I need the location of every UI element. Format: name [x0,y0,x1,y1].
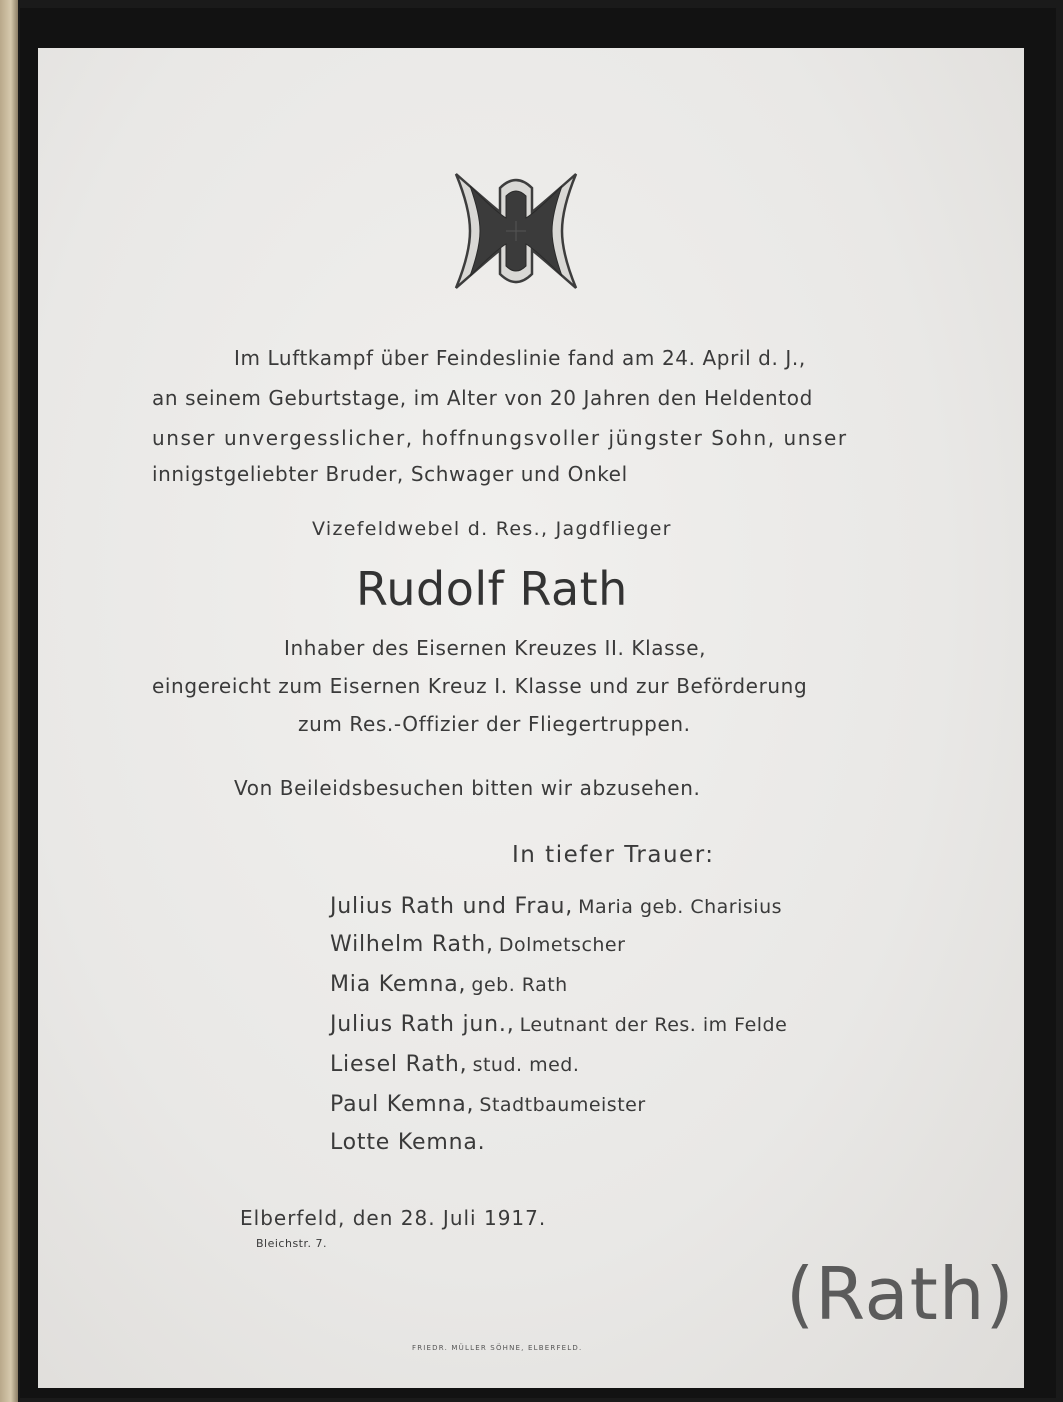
mourner-entry [330,1092,646,1117]
mourner-detail: stud. med. [472,1054,580,1076]
mourner-entry [330,932,625,957]
mourner-name: Wilhelm Rath, [330,932,494,957]
deceased-name: Rudolf Rath [356,562,628,616]
mourner-name: Paul Kemna, [330,1092,475,1117]
announcement-line-2: an seinem Geburtstage, im Alter von 20 Jahren den Heldentod [152,386,813,410]
printer-credit: FRIEDR. MÜLLER SÖHNE, ELBERFELD. [412,1344,583,1352]
honor-line-2: eingereicht zum Eisernen Kreuz I. Klasse und zur Beförderung [152,674,808,698]
announcement-line-1: Im Luftkampf über Feindeslinie fand am 24. April d. J., [234,346,806,370]
mourner-entry [330,1052,579,1077]
condolence-request: Von Beileidsbesuchen bitten wir abzusehen. [234,776,701,800]
mourner-entry [330,894,782,919]
mourner-detail: Leutnant der Res. im Felde [519,1014,788,1036]
mourner-entry [330,1012,787,1037]
mourner-detail: geb. Rath [471,974,568,996]
mourner-detail: Dolmetscher [498,934,626,956]
book-binding-edge [0,0,18,1402]
announcement-line-3: unser unvergesslicher, hoffnungsvoller jüngster Sohn, unser [152,426,848,450]
announcement-line-4: innigstgeliebter Bruder, Schwager und Onkel [152,462,628,486]
mourner-name: Julius Rath und Frau, [330,894,574,919]
mourner-name: Liesel Rath, [330,1052,468,1077]
address: Bleichstr. 7. [256,1237,327,1250]
mourner-detail: Stadtbaumeister [479,1094,646,1116]
mourner-name: Mia Kemna, [330,972,467,997]
place-and-date: Elberfeld, den 28. Juli 1917. [240,1206,547,1230]
mourner-name: Lotte Kemna. [330,1130,486,1155]
mourning-heading: In tiefer Trauer: [512,842,715,868]
mourner-detail: Maria geb. Charisius [578,896,783,918]
rank-title: Vizefeldwebel d. Res., Jagdflieger [312,518,672,540]
mourner-name: Julius Rath jun., [330,1012,515,1037]
mourner-entry [330,972,568,997]
mourner-entry [330,1130,485,1155]
honor-line-1: Inhaber des Eisernen Kreuzes II. Klasse, [284,636,707,660]
archive-label: (Rath) [786,1252,1015,1336]
iron-cross-icon [450,164,582,298]
honor-line-3: zum Res.-Offizier der Fliegertruppen. [298,712,691,736]
